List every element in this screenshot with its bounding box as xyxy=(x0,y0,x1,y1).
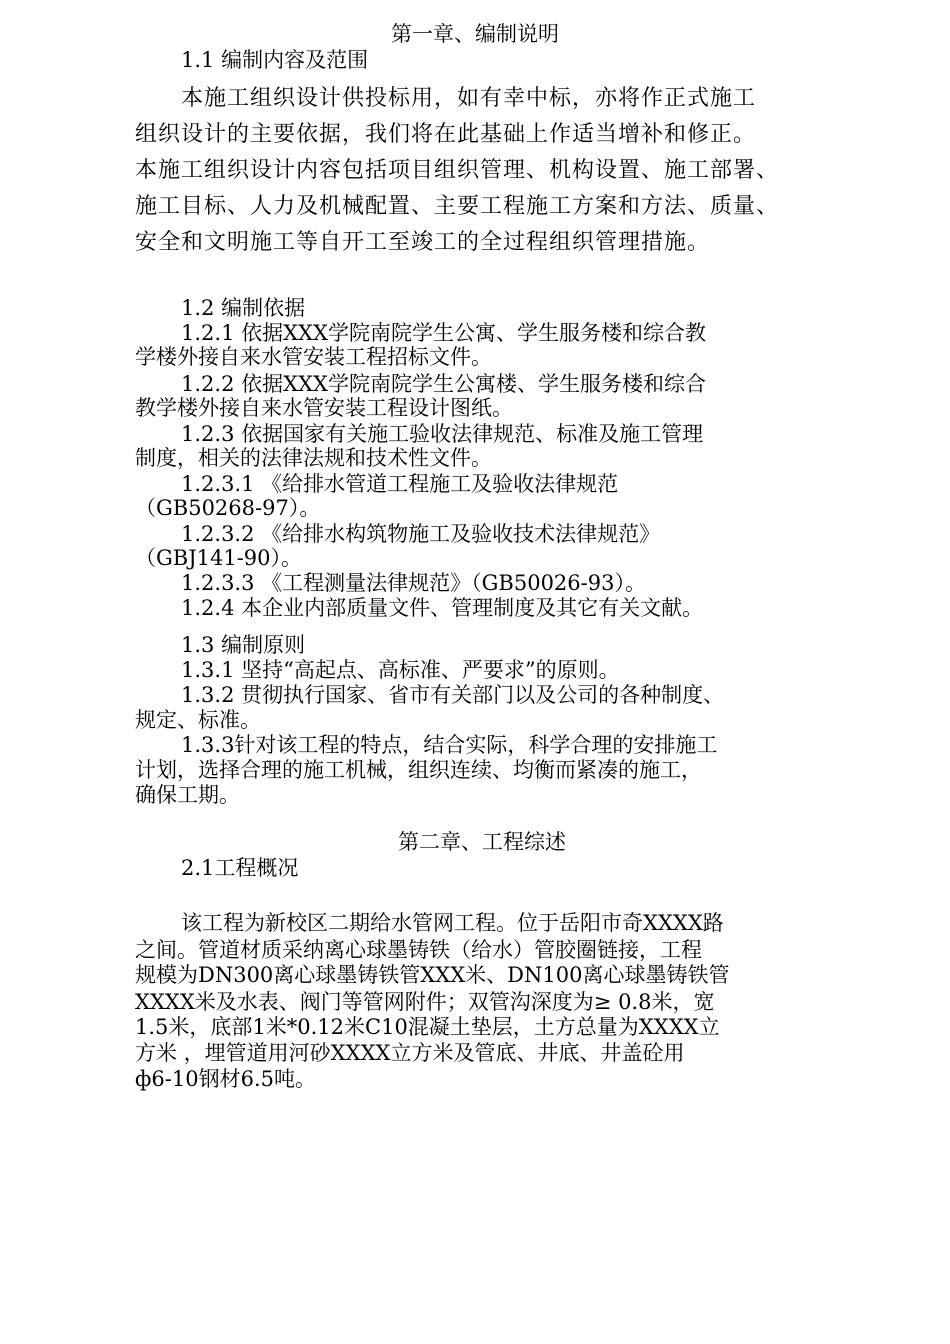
section-2-1-heading: 2.1工程概况 xyxy=(181,856,299,880)
paragraph-line: 制度，相关的法律法规和技术性文件。 xyxy=(135,446,492,470)
paragraph-line: 之间。管道材质采纳离心球墨铸铁（给水）管胶圈链接，工程 xyxy=(135,938,702,962)
paragraph-line: 方米 ，埋管道用河砂XXXX立方米及管底、井底、井盖砼用 xyxy=(135,1041,685,1065)
paragraph-line: 施工目标、人力及机械配置、主要工程施工方案和方法、质量、 xyxy=(135,194,780,219)
paragraph-line: 规模为DN300离心球墨铸铁管XXX米、DN100离心球墨铸铁管 xyxy=(135,963,730,987)
paragraph-line: 计划，选择合理的施工机械，组织连续、均衡而紧凑的施工， xyxy=(135,758,702,782)
paragraph-line: 1.5米，底部1米*0.12米C10混凝土垫层，土方总量为XXXX立 xyxy=(135,1015,720,1039)
section-1-3-heading: 1.3 编制原则 xyxy=(181,633,306,657)
paragraph-line: （GB50268-97）。 xyxy=(135,496,321,520)
paragraph-line: 本施工组织设计内容包括项目组织管理、机构设置、施工部署、 xyxy=(135,158,780,183)
paragraph-line: 1.2.3 依据国家有关施工验收法律规范、标准及施工管理 xyxy=(181,422,704,446)
paragraph-line: 1.2.3.3 《工程测量法律规范》（GB50026-93）。 xyxy=(181,571,646,595)
paragraph-line: 学楼外接自来水管安装工程招标文件。 xyxy=(135,345,492,369)
paragraph-line: 1.3.1 坚持“高起点、高标准、严要求”的原则。 xyxy=(181,658,620,682)
section-1-1-heading: 1.1 编制内容及范围 xyxy=(181,48,369,72)
section-1-2-heading: 1.2 编制依据 xyxy=(181,296,306,320)
chapter1-title: 第一章、编制说明 xyxy=(391,22,559,46)
paragraph-line: 1.2.4 本企业内部质量文件、管理制度及其它有关文献。 xyxy=(181,596,704,620)
paragraph-line: （GBJ141-90）。 xyxy=(135,546,303,570)
chapter2-title: 第二章、工程综述 xyxy=(398,830,566,854)
paragraph-line: 该工程为新校区二期给水管网工程。位于岳阳市奇XXXX路 xyxy=(181,911,724,935)
paragraph-line: 教学楼外接自来水管安装工程设计图纸。 xyxy=(135,396,513,420)
paragraph-line: 组织设计的主要依据，我们将在此基础上作适当增补和修正。 xyxy=(135,122,757,147)
paragraph-line: 1.2.3.2 《给排水构筑物施工及验收技术法律规范》 xyxy=(181,522,661,546)
paragraph-line: 规定、标准。 xyxy=(135,708,261,732)
paragraph-line: 1.2.1 依据XXX学院南院学生公寓、学生服务楼和综合教 xyxy=(181,321,706,345)
paragraph-line: 1.3.2 贯彻执行国家、省市有关部门以及公司的各种制度、 xyxy=(181,683,725,707)
paragraph-line: 本施工组织设计供投标用，如有幸中标，亦将作正式施工 xyxy=(181,86,757,111)
paragraph-line: 1.2.3.1 《给排水管道工程施工及验收法律规范 xyxy=(181,472,619,496)
paragraph-line: 确保工期。 xyxy=(135,783,240,807)
paragraph-line: XXXX米及水表、阀门等管网附件；双管沟深度为≥ 0.8米，宽 xyxy=(135,990,715,1014)
paragraph-line: 安全和文明施工等自开工至竣工的全过程组织管理措施。 xyxy=(135,230,711,255)
paragraph-line: 1.3.3针对该工程的特点，结合实际，科学合理的安排施工 xyxy=(181,733,718,757)
paragraph-line: 1.2.2 依据XXX学院南院学生公寓楼、学生服务楼和综合 xyxy=(181,372,706,396)
paragraph-line: ф6-10钢材6.5吨。 xyxy=(135,1067,317,1091)
